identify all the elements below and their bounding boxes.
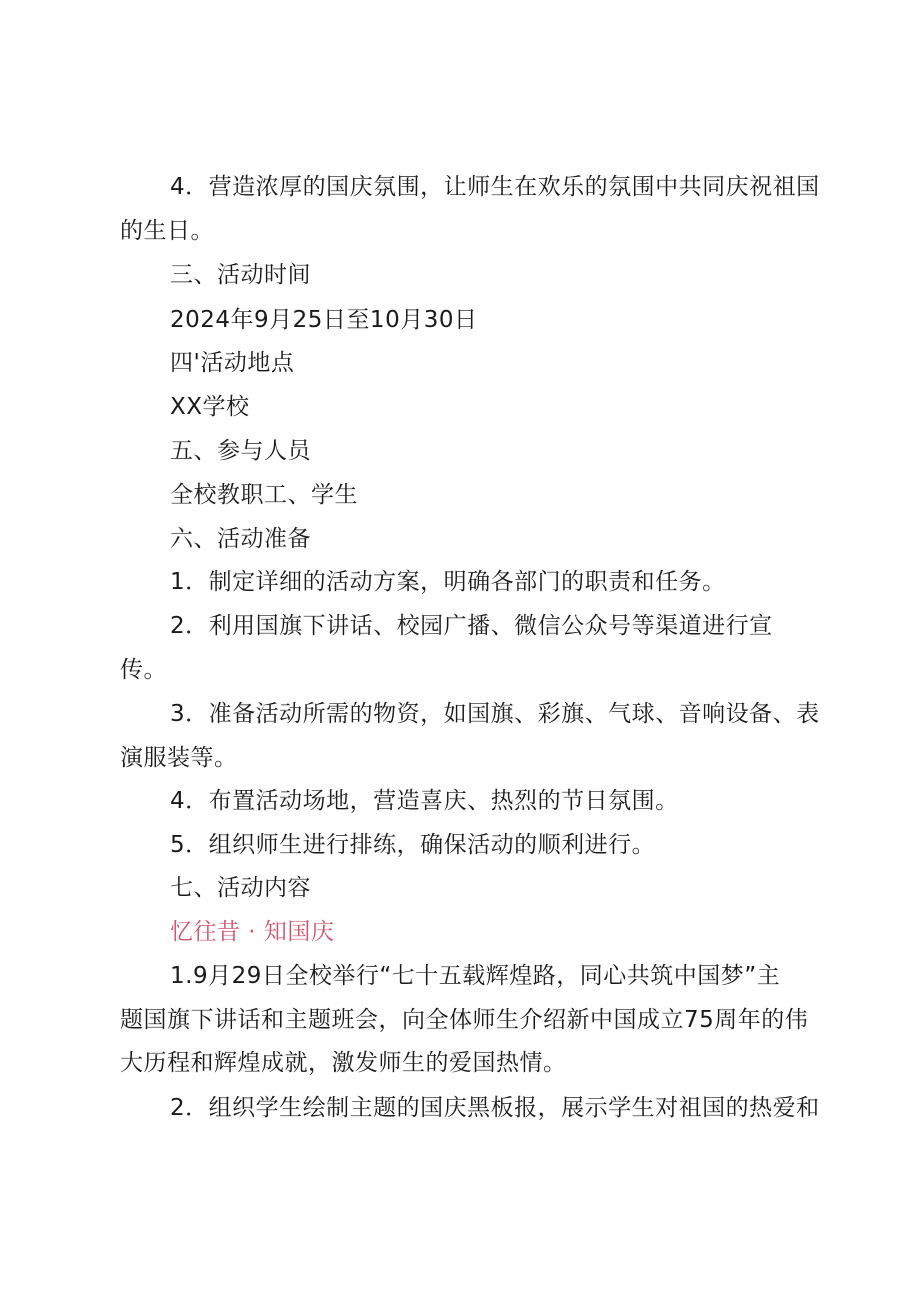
prep-item-3-cont: 演服装等。 <box>120 745 238 771</box>
activity-location-value: XX学校 <box>170 394 250 420</box>
content-item-2: 2．组织学生绘制主题的国庆黑板报，展示学生对祖国的热爱和 <box>170 1095 820 1121</box>
content-item-1-cont-a: 题国旗下讲话和主题班会，向全体师生介绍新中国成立75周年的伟 <box>120 1007 809 1033</box>
prep-item-3: 3．准备活动所需的物资，如国旗、彩旗、气球、音响设备、表 <box>170 701 820 727</box>
section-heading-time: 三、活动时间 <box>170 262 311 288</box>
prep-item-1: 1．制定详细的活动方案，明确各部门的职责和任务。 <box>170 569 726 595</box>
section-heading-content: 七、活动内容 <box>170 875 311 901</box>
section-heading-preparation: 六、活动准备 <box>170 526 311 552</box>
prep-item-2-cont: 传。 <box>120 657 167 683</box>
participants-value: 全校教职工、学生 <box>170 482 358 508</box>
content-item-1-cont-b: 大历程和辉煌成就，激发师生的爱国热情。 <box>120 1050 567 1076</box>
section-heading-location: 四'活动地点 <box>170 350 295 376</box>
prep-item-2: 2．利用国旗下讲话、校园广播、微信公众号等渠道进行宣 <box>170 613 773 639</box>
subheading-recall-past: 忆往昔 · 知国庆 <box>170 919 335 945</box>
section-heading-participants: 五、参与人员 <box>170 438 311 464</box>
prep-item-4: 4．布置活动场地，营造喜庆、热烈的节日氛围。 <box>170 788 679 814</box>
paragraph-line-goal-4-cont: 的生日。 <box>120 218 214 244</box>
activity-time-value: 2024年9月25日至10月30日 <box>170 307 478 333</box>
paragraph-line-goal-4: 4．营造浓厚的国庆氛围，让师生在欢乐的氛围中共同庆祝祖国 <box>170 174 820 200</box>
prep-item-5: 5．组织师生进行排练，确保活动的顺利进行。 <box>170 832 656 858</box>
content-item-1: 1.9月29日全校举行“七十五载辉煌路，同心共筑中国梦”主 <box>170 963 781 989</box>
